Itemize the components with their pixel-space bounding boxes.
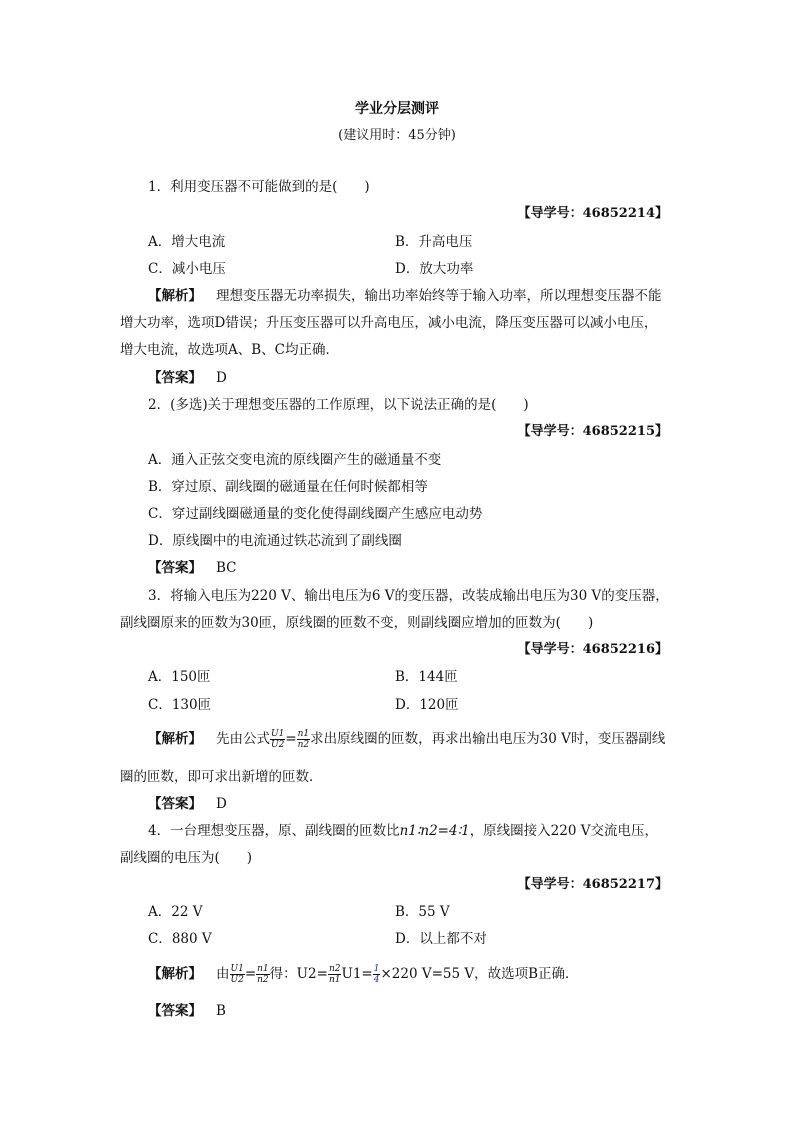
q4-analysis-post: ×220 V=55 V，故选项B正确． xyxy=(380,966,579,982)
q3-answer-value: D xyxy=(216,796,227,812)
q4-stem-a: 4．一台理想变压器，原、副线圈的匝数比 xyxy=(148,823,400,839)
formula-fraction-n xyxy=(256,964,270,985)
q2-option-d: D．原线圈中的电流通过铁芯流到了副线圈 xyxy=(148,533,402,549)
fraction-denominator: n2 xyxy=(257,975,269,985)
q1-option-b: B．升高电压 xyxy=(395,234,473,250)
q4-option-c: C．880 V xyxy=(148,931,212,947)
fraction-denominator: U2 xyxy=(271,740,285,750)
q2-option-a: A．通入正弦交变电流的原线圈产生的磁通量不变 xyxy=(148,452,442,468)
q1-answer-value: D xyxy=(216,370,227,386)
fraction-denominator: U2 xyxy=(230,975,244,985)
q3-option-d: D．120匝 xyxy=(395,697,459,713)
fraction-denominator: n1 xyxy=(328,975,341,985)
page-subtitle: (建议用时：45分钟) xyxy=(338,128,456,143)
q4-answer-value: B xyxy=(216,1003,226,1019)
q2-option-c: C．穿过副线圈磁通量的变化使得副线圈产生感应电动势 xyxy=(148,506,483,522)
answer-label: 【答案】 xyxy=(148,560,202,576)
q3-analysis-line-1: 【解析】 先由公式 $\frac{U1}{U2}$ = $\frac{n1}{n2}$ 求出原线圈的匝数，再求出输出电压为30 V时，变压器副线 xyxy=(148,729,666,750)
analysis-label: 【解析】 xyxy=(148,966,202,982)
q4-answer xyxy=(148,1001,226,1021)
q3-answer xyxy=(148,794,227,814)
fraction-denominator: 4 xyxy=(373,975,380,985)
q4-analysis-mid2: U1= xyxy=(341,966,373,982)
q2-option-b: B．穿过原、副线圈的磁通量在任何时候都相等 xyxy=(148,479,428,495)
q1-answer xyxy=(148,368,227,388)
fraction-denominator: n2 xyxy=(297,740,310,750)
q1-reference-number: 【导学号：46852214】 xyxy=(517,206,668,221)
fraction-numerator: n1 xyxy=(257,964,269,974)
q2-reference-number: 【导学号：46852215】 xyxy=(517,424,668,439)
fraction-numerator: U1 xyxy=(271,729,285,739)
q4-option-d: D．以上都不对 xyxy=(395,931,487,947)
fraction-numerator: n2 xyxy=(328,964,341,974)
q4-analysis-line-1: 【解析】 由 $\frac{U1}{U2}$ = $\frac{n1}{n2}$ 得：U2= $\frac{n2}{n1}$ U1= $\frac{1}{4}$ ×220 V=55 V，故选项B正确． xyxy=(148,964,579,985)
q4-option-b: B．55 V xyxy=(395,904,450,920)
answer-label: 【答案】 xyxy=(148,1003,202,1019)
formula-fraction-n-inverse xyxy=(328,964,342,985)
q3-analysis-pre: 先由公式 xyxy=(216,731,270,747)
q2-answer xyxy=(148,558,237,578)
q2-stem: 2．(多选)关于理想变压器的工作原理，以下说法正确的是( ) xyxy=(148,397,529,413)
fraction-numerator: U1 xyxy=(230,964,244,974)
q4-analysis-pre: 由 xyxy=(216,966,230,982)
q1-analysis-text-1: 理想变压器无功率损失，输出功率始终等于输入功率，所以理想变压器不能 xyxy=(216,288,662,304)
q1-analysis-line-3: 增大电流，故选项A、B、C均正确． xyxy=(120,342,339,358)
answer-label: 【答案】 xyxy=(148,796,202,812)
q1-option-c: C．减小电压 xyxy=(148,261,226,277)
formula-fraction-u xyxy=(230,964,245,985)
q1-stem: 1．利用变压器不可能做到的是( ) xyxy=(148,179,370,195)
q4-stem-line-1 xyxy=(148,821,658,841)
q2-answer-value: BC xyxy=(216,560,237,576)
q3-stem-line-2: 副线圈原来的匝数为30匝，原线圈的匝数不变，则副线圈应增加的匝数为( ) xyxy=(120,615,594,631)
q3-option-c: C．130匝 xyxy=(148,697,212,713)
q1-analysis-line-1 xyxy=(148,286,662,306)
page-title: 学业分层测评 xyxy=(355,101,439,117)
q4-analysis-mid: 得：U2= xyxy=(269,966,328,982)
analysis-label: 【解析】 xyxy=(148,288,202,304)
formula-fraction-n xyxy=(297,729,311,750)
q1-analysis-line-2: 增大功率，选项D错误；升压变压器可以升高电压，减小电流，降压变压器可以减小电压， xyxy=(120,315,658,331)
q4-stem-c: ，原线圈接入220 V交流电压， xyxy=(469,823,658,839)
q4-stem-line-2: 副线圈的电压为( ) xyxy=(120,850,253,866)
fraction-numerator: n1 xyxy=(297,729,310,739)
q1-option-d: D．放大功率 xyxy=(395,261,474,277)
q3-stem-line-1: 3．将输入电压为220 V、输出电压为6 V的变压器，改装成输出电压为30 V的变压器， xyxy=(148,588,669,604)
q4-option-a: A．22 V xyxy=(148,904,203,920)
answer-label: 【答案】 xyxy=(148,370,202,386)
q1-option-a: A．增大电流 xyxy=(148,234,226,250)
q4-reference-number: 【导学号：46852217】 xyxy=(517,877,668,892)
fraction-numerator: 1 xyxy=(373,964,380,974)
q3-analysis-line-2: 圈的匝数，即可求出新增的匝数． xyxy=(120,769,323,785)
formula-fraction-u xyxy=(270,729,285,750)
q4-turns-ratio: n1∶n2=4∶1 xyxy=(399,823,470,839)
q3-reference-number: 【导学号：46852216】 xyxy=(517,642,668,657)
q3-analysis-post: 求出原线圈的匝数，再求出输出电压为30 V时，变压器副线 xyxy=(310,731,666,747)
q3-option-a: A．150匝 xyxy=(148,669,211,685)
q3-option-b: B．144匝 xyxy=(395,669,458,685)
analysis-label: 【解析】 xyxy=(148,731,202,747)
